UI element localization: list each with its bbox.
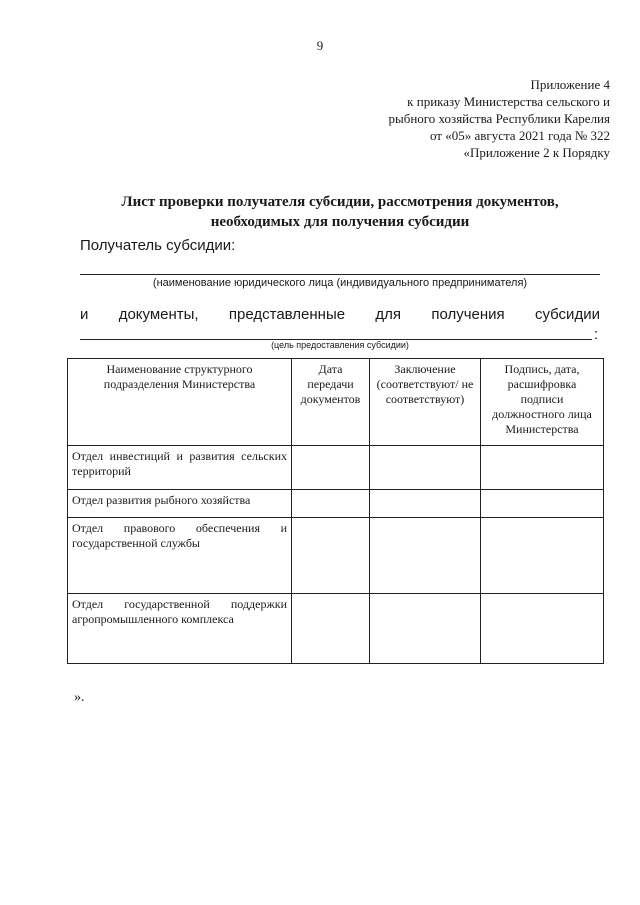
docs-word: получения (431, 306, 505, 323)
department-cell: Отдел правового обеспечения и государственной службы (68, 518, 292, 594)
annex-line: «Приложение 2 к Порядку (463, 145, 610, 160)
signature-cell (481, 594, 604, 664)
annex-line: рыбного хозяйства Республики Карелия (388, 111, 610, 126)
title-line: Лист проверки получателя субсидии, рассмотрения документов, (121, 194, 559, 210)
closing-quote: ». (74, 690, 85, 705)
header-transfer-date: Дата передачи документов (292, 359, 370, 446)
header-conclusion: Заключение (соответствуют/ не соответствуют) (370, 359, 481, 446)
table-row (68, 518, 604, 594)
date-cell (292, 490, 370, 518)
table-header-row (68, 359, 604, 446)
signature-cell (481, 518, 604, 594)
signature-cell (481, 446, 604, 490)
recipient-label: Получатель субсидии: (80, 237, 236, 254)
review-table (67, 358, 604, 664)
recipient-fill-line (80, 274, 600, 275)
docs-word: документы, (118, 306, 199, 323)
documents-line (80, 306, 600, 323)
date-cell (292, 446, 370, 490)
annex-header (388, 76, 610, 161)
document-title (60, 192, 620, 232)
title-line: необходимых для получения субсидии (210, 214, 470, 230)
purpose-colon: : (594, 326, 599, 343)
conclusion-cell (370, 490, 481, 518)
conclusion-cell (370, 594, 481, 664)
docs-word: и (80, 306, 89, 323)
purpose-caption: (цель предоставления субсидии) (271, 340, 409, 350)
annex-line: к приказу Министерства сельского и (407, 94, 610, 109)
conclusion-cell (370, 446, 481, 490)
docs-word: субсидии (534, 306, 600, 323)
conclusion-cell (370, 518, 481, 594)
department-cell: Отдел государственной поддержки агропромышленного комплекса (68, 594, 292, 664)
table-row (68, 490, 604, 518)
annex-line: Приложение 4 (530, 77, 610, 92)
annex-line: от «05» августа 2021 года № 322 (429, 128, 610, 143)
docs-word: представленные (228, 306, 346, 323)
department-cell: Отдел инвестиций и развития сельских территорий (68, 446, 292, 490)
table-row (68, 594, 604, 664)
signature-cell (481, 490, 604, 518)
date-cell (292, 518, 370, 594)
page-number: 9 (316, 38, 324, 53)
recipient-caption: (наименование юридического лица (индивидуального предпринимателя) (152, 277, 528, 289)
header-department: Наименование структурного подразделения Министерства (68, 359, 292, 446)
table-row (68, 446, 604, 490)
date-cell (292, 594, 370, 664)
header-signature: Подпись, дата, расшифровка подписи должностного лица Министерства (481, 359, 604, 446)
department-cell: Отдел развития рыбного хозяйства (68, 490, 292, 518)
docs-word: для (375, 306, 402, 323)
